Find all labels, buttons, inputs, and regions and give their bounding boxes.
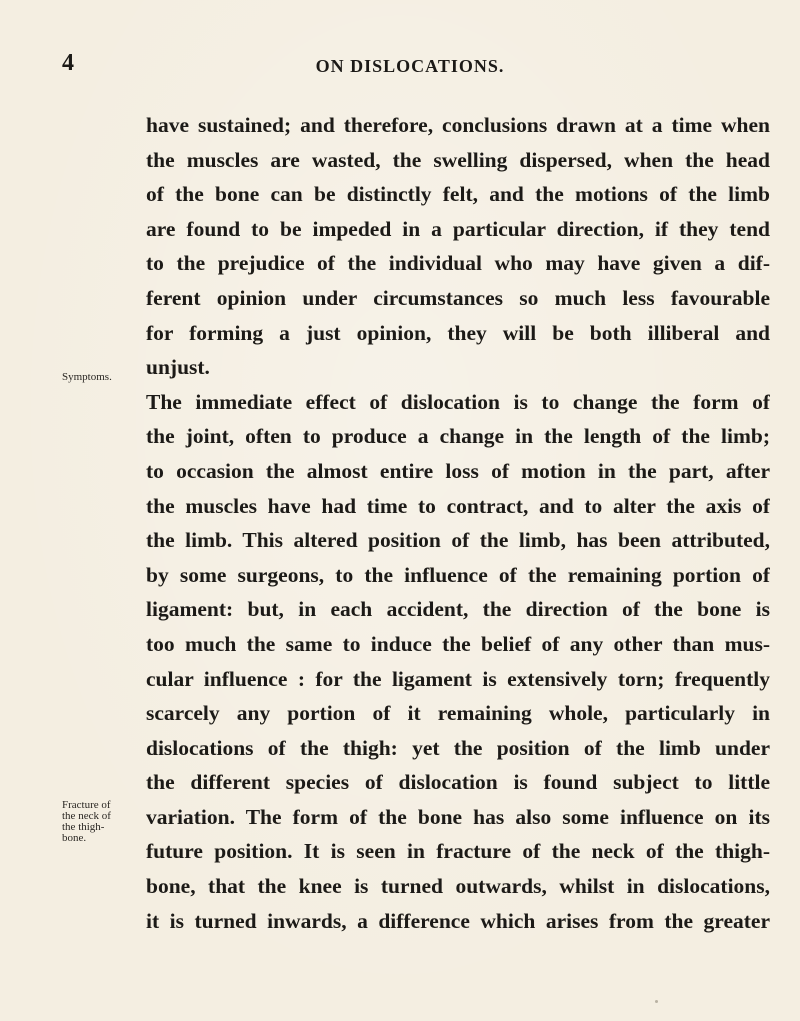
margin-note-symptoms: Symptoms. bbox=[62, 371, 112, 383]
paper-speck bbox=[655, 1000, 658, 1003]
text-line: cular influence : for the ligament is extensively torn; frequently bbox=[146, 666, 770, 691]
text-line: it is turned inwards, a difference which arises from the greater bbox=[146, 908, 770, 933]
margin-note-fracture-line: the thigh- bbox=[62, 821, 105, 833]
text-line: too much the same to induce the belief of any other than mus- bbox=[146, 631, 770, 656]
margin-note-fracture bbox=[62, 800, 111, 844]
text-line: dislocations of the thigh: yet the position of the limb under bbox=[146, 735, 770, 760]
text-line: the different species of dislocation is found subject to little bbox=[146, 770, 770, 795]
page-number: 4 bbox=[62, 50, 75, 76]
text-line: scarcely any portion of it remaining whole, particularly in bbox=[146, 701, 770, 726]
text-line: to occasion the almost entire loss of motion in the part, after bbox=[146, 458, 770, 483]
running-head: ON DISLOCATIONS. bbox=[315, 56, 505, 76]
text-line: the limb. This altered position of the limb, has been attributed, bbox=[146, 528, 770, 553]
text-line: the muscles have had time to contract, and to alter the axis of bbox=[146, 493, 770, 518]
margin-note-fracture-line: bone. bbox=[62, 832, 87, 844]
text-line: to the prejudice of the individual who may have given a dif- bbox=[146, 251, 770, 276]
text-line: have sustained; and therefore, conclusions drawn at a time when bbox=[146, 113, 770, 137]
text-line: for forming a just opinion, they will be both illiberal and bbox=[146, 320, 770, 345]
text-line: unjust. bbox=[146, 355, 210, 380]
text-line: ligament: but, in each accident, the direction of the bone is bbox=[146, 597, 770, 622]
text-line: variation. The form of the bone has also some influence on its bbox=[146, 804, 770, 829]
text-line: future position. It is seen in fracture of the neck of the thigh- bbox=[146, 839, 770, 864]
text-line: ferent opinion under circumstances so much less favourable bbox=[146, 285, 770, 310]
text-line: by some surgeons, to the influence of the remaining portion of bbox=[146, 562, 770, 587]
margin-note-fracture-line: Fracture of bbox=[62, 799, 111, 811]
text-line: of the bone can be distinctly felt, and the motions of the limb bbox=[146, 182, 770, 207]
text-line: are found to be impeded in a particular direction, if they tend bbox=[146, 216, 770, 241]
text-line: The immediate effect of dislocation is to change the form of bbox=[146, 389, 770, 414]
text-line: the muscles are wasted, the swelling dispersed, when the head bbox=[146, 147, 770, 172]
text-line: bone, that the knee is turned outwards, whilst in dislocations, bbox=[146, 874, 770, 899]
margin-note-fracture-line: the neck of bbox=[62, 810, 111, 822]
body-text bbox=[146, 108, 770, 938]
text-line: the joint, often to produce a change in the length of the limb; bbox=[146, 424, 770, 449]
